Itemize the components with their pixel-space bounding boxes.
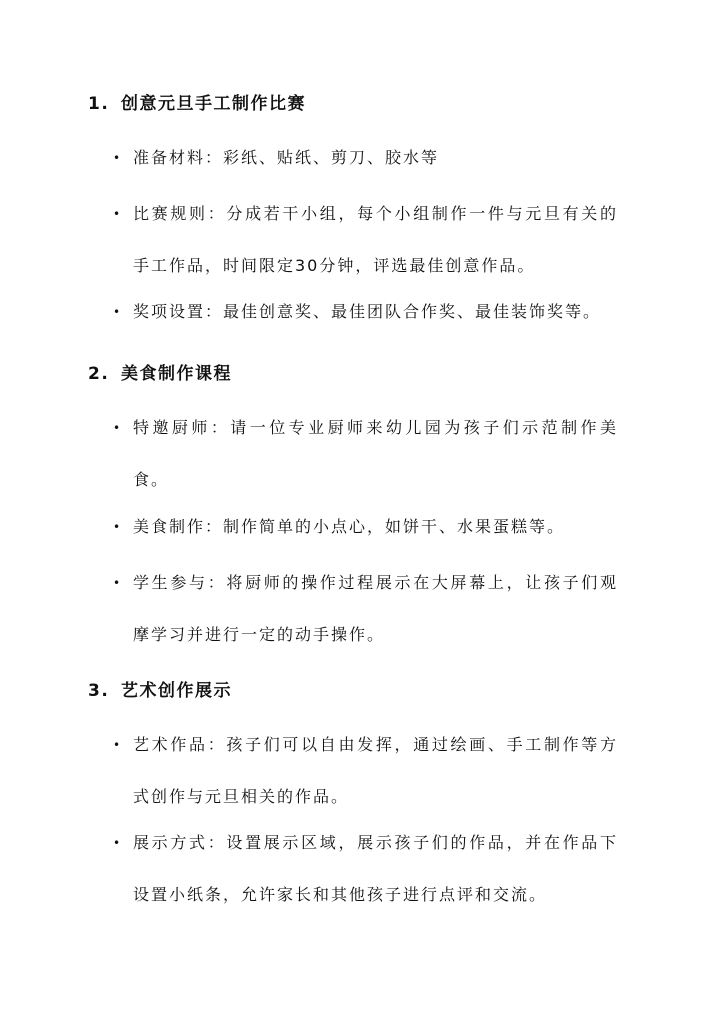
section-3-heading — [88, 676, 232, 701]
section-2-number: 2. — [88, 364, 110, 384]
bullet-icon: • — [113, 207, 123, 221]
section-1-title: 创意元旦手工制作比赛 — [121, 94, 306, 114]
list-item — [113, 402, 618, 506]
list-item — [113, 817, 618, 921]
list-item — [113, 188, 618, 292]
list-item-text: 奖项设置：最佳创意奖、最佳团队合作奖、最佳装饰奖等。 — [133, 302, 602, 321]
bullet-icon: • — [113, 520, 123, 534]
bullet-icon: • — [113, 836, 123, 850]
list-item — [113, 132, 618, 184]
bullet-icon: • — [113, 738, 123, 752]
list-item — [113, 719, 618, 823]
bullet-icon: • — [113, 151, 123, 165]
bullet-icon: • — [113, 576, 123, 590]
section-3-number: 3. — [88, 681, 110, 701]
bullet-icon: • — [113, 305, 123, 319]
list-item-text: 比赛规则：分成若干小组，每个小组制作一件与元旦有关的手工作品，时间限定30分钟，评选最佳创意作品。 — [133, 204, 618, 275]
list-item-text: 特邀厨师：请一位专业厨师来幼儿园为孩子们示范制作美食。 — [133, 418, 618, 489]
list-item-text: 准备材料：彩纸、贴纸、剪刀、胶水等 — [133, 148, 440, 167]
list-item — [113, 557, 618, 661]
list-item — [113, 286, 618, 338]
bullet-icon: • — [113, 421, 123, 435]
section-3-title: 艺术创作展示 — [121, 681, 232, 701]
list-item-text: 艺术作品：孩子们可以自由发挥，通过绘画、手工制作等方式创作与元旦相关的作品。 — [133, 735, 618, 806]
section-2-heading — [88, 359, 232, 384]
list-item-text: 学生参与：将厨师的操作过程展示在大屏幕上，让孩子们观摩学习并进行一定的动手操作。 — [133, 573, 618, 644]
section-1-number: 1. — [88, 94, 110, 114]
section-1-heading — [88, 89, 306, 114]
list-item-text: 展示方式：设置展示区域，展示孩子们的作品，并在作品下设置小纸条，允许家长和其他孩子进行点评和交流。 — [133, 833, 618, 904]
list-item — [113, 501, 618, 553]
list-item-text: 美食制作：制作简单的小点心，如饼干、水果蛋糕等。 — [133, 517, 566, 536]
section-2-title: 美食制作课程 — [121, 364, 232, 384]
